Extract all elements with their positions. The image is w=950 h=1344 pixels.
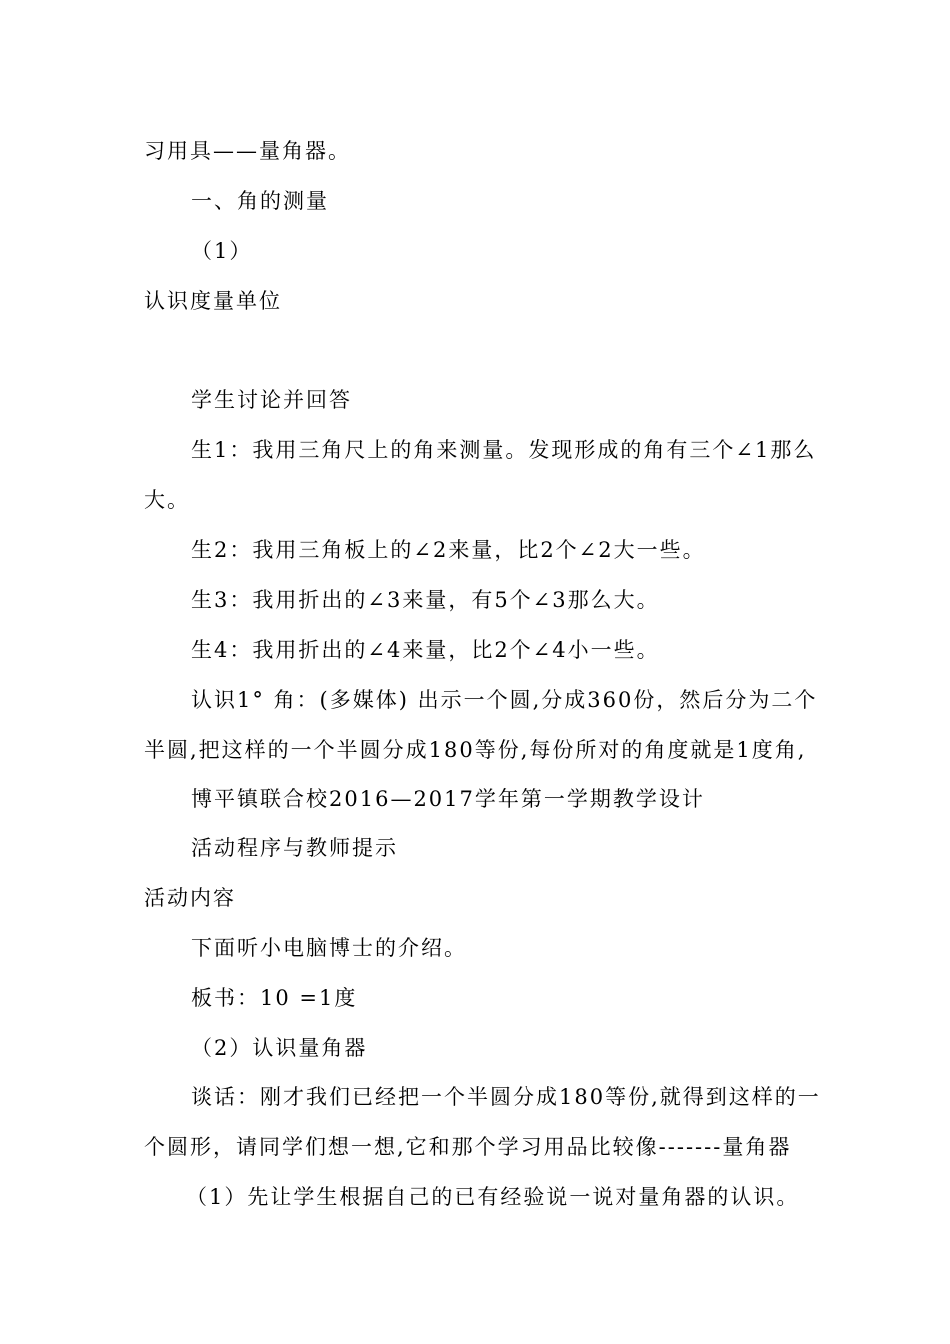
text-line: 生4：我用折出的∠4来量，比2个∠4小一些。 <box>191 638 660 662</box>
subsection-heading: 认识度量单位 <box>144 289 282 313</box>
text-line: 认识1° 角：(多媒体) 出示一个圆,分成360份，然后分为二个 <box>191 688 818 712</box>
list-marker: （1） <box>191 239 253 263</box>
text-line: 半圆,把这样的一个半圆分成180等份,每份所对的角度就是1度角, <box>144 738 807 762</box>
text-line: 博平镇联合校2016—2017学年第一学期教学设计 <box>191 787 705 811</box>
text-line: 谈话：刚才我们已经把一个半圆分成180等份,就得到这样的一 <box>191 1085 821 1109</box>
text-line: 活动程序与教师提示 <box>191 836 398 860</box>
text-line: 生1：我用三角尺上的角来测量。发现形成的角有三个∠1那么 <box>191 438 817 462</box>
text-line: 生3：我用折出的∠3来量，有5个∠3那么大。 <box>191 588 660 612</box>
subsection-heading: （2）认识量角器 <box>191 1036 368 1060</box>
text-line: 下面听小电脑博士的介绍。 <box>191 936 467 960</box>
text-line: 活动内容 <box>144 886 236 910</box>
section-heading: 一、角的测量 <box>191 189 329 213</box>
text-line: 生2：我用三角板上的∠2来量，比2个∠2大一些。 <box>191 538 706 562</box>
text-line: 个圆形，请同学们想一想,它和那个学习用品比较像-------量角器 <box>144 1135 792 1159</box>
text-line: 大。 <box>144 488 190 512</box>
text-line: 板书：10 =1度 <box>191 986 358 1010</box>
text-line: （1）先让学生根据自己的已有经验说一说对量角器的认识。 <box>186 1185 800 1209</box>
text-line: 学生讨论并回答 <box>191 388 352 412</box>
text-line: 习用具——量角器。 <box>144 139 351 163</box>
